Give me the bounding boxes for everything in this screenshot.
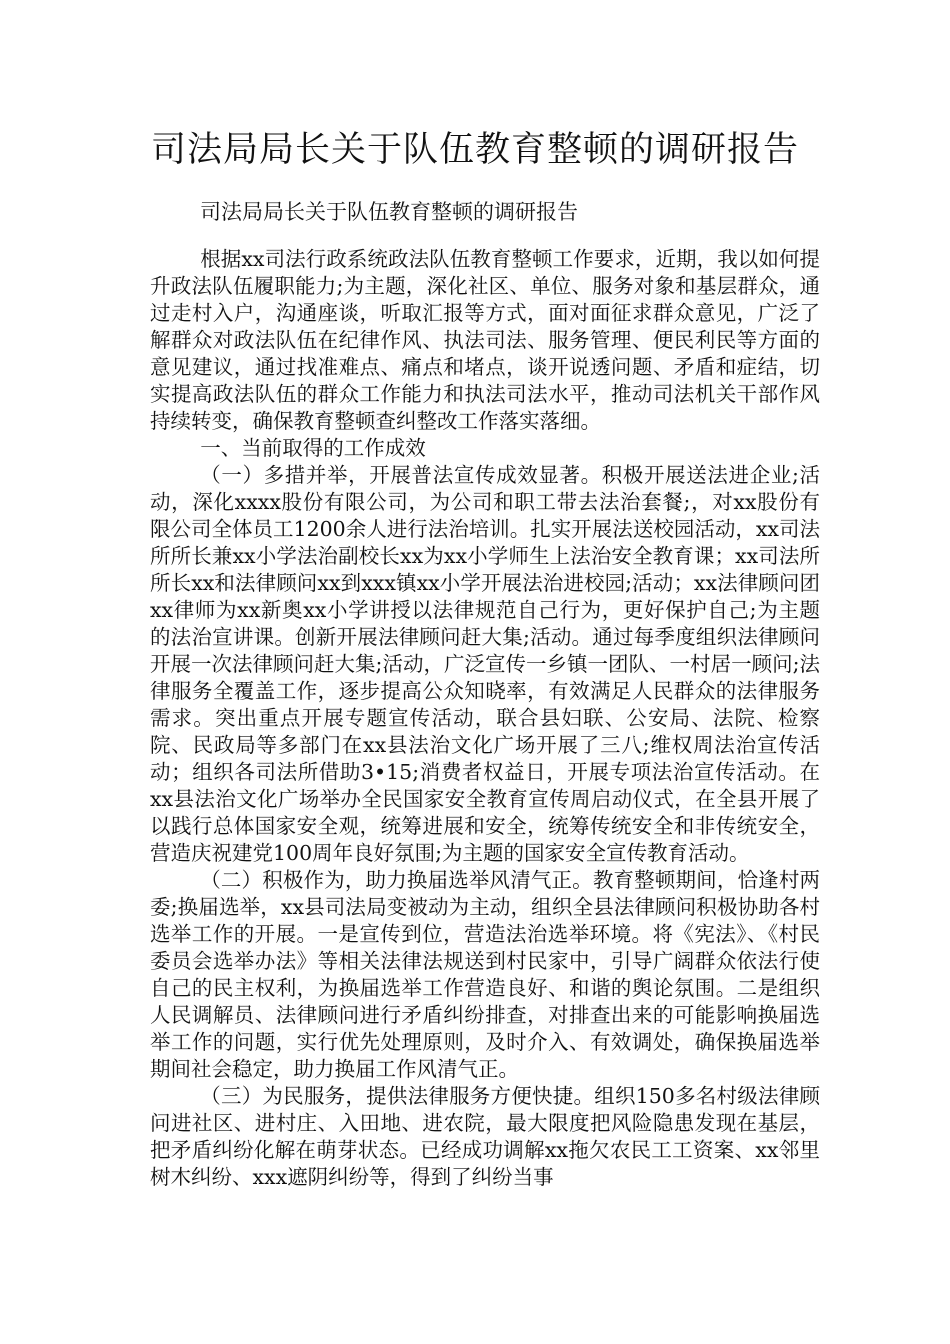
section-heading: 一、当前取得的工作成效 xyxy=(200,436,426,460)
document-body xyxy=(150,246,820,1191)
paragraph-item-3: （三）为民服务，提供法律服务方便快捷。组织150多名村级法律顾问进社区、进村庄、入田地、进农院，最大限度把风险隐患发现在基层，把矛盾纠纷化解在萌芽状态。已经成功调解xx拖欠农民工工资案、xx邻里树木纠纷、xxx遮阴纠纷等，得到了纠纷当事 xyxy=(150,1084,820,1189)
paragraph-item-2: （二）积极作为，助力换届选举风清气正。教育整顿期间，恰逢村两委;换届选举，xx县司法局变被动为主动，组织全县法律顾问积极协助各村选举工作的开展。一是宣传到位，营造法治选举环境。将《宪法》、《村民委员会选举办法》等相关法律法规送到村民家中，引导广阔群众依法行使自己的民主权利，为换届选举工作营造良好、和谐的舆论氛围。二是组织人民调解员、法律顾问进行矛盾纠纷排查，对排查出来的可能影响换届选举工作的问题，实行优先处理原则，及时介入、有效调处，确保换届选举期间社会稳定，助力换届工作风清气正。 xyxy=(150,868,820,1081)
document-subtitle: 司法局局长关于队伍教育整顿的调研报告 xyxy=(200,200,578,224)
document-title: 司法局局长关于队伍教育整顿的调研报告 xyxy=(150,130,799,170)
paragraph-item-1: （一）多措并举，开展普法宣传成效显著。积极开展送法进企业;活动，深化xxxx股份有限公司，为公司和职工带去法治套餐;，对xx股份有限公司全体员工1200余人进行法治培训。扎实开展法送校园活动，xx司法所所长兼xx小学法治副校长xx为xx小学师生上法治安全教育课；xx司法所所长xx和法律顾问xx到xxx镇xx小学开展法治进校园;活动；xx法律顾问团xx律师为xx新奥xx小学讲授以法律规范自己行为，更好保护自己;为主题的法治宣讲课。创新开展法律顾问赶大集;活动。通过每季度组织法律顾问开展一次法律顾问赶大集;活动，广泛宣传一乡镇一团队、一村居一顾问;法律服务全覆盖工作，逐步提高公众知晓率，有效满足人民群众的法律服务需求。突出重点开展专题宣传活动，联合县妇联、公安局、法院、检察院、民政局等多部门在xx县法治文化广场开展了三八;维权周法治宣传活动；组织各司法所借助3•15;消费者权益日，开展专项法治宣传活动。在xx县法治文化广场举办全民国家安全教育宣传周启动仪式，在全县开展了以践行总体国家安全观，统筹进展和安全，统筹传统安全和非传统安全，营造庆祝建党100周年良好氛围;为主题的国家安全宣传教育活动。 xyxy=(150,463,820,865)
paragraph-intro: 根据xx司法行政系统政法队伍教育整顿工作要求，近期，我以如何提升政法队伍履职能力;为主题，深化社区、单位、服务对象和基层群众，通过走村入户，沟通座谈，听取汇报等方式，面对面征求群众意见，广泛了解群众对政法队伍在纪律作风、执法司法、服务管理、便民利民等方面的意见建议，通过找准难点、痛点和堵点，谈开说透问题、矛盾和症结，切实提高政法队伍的群众工作能力和执法司法水平，推动司法机关干部作风持续转变，确保教育整顿查纠整改工作落实落细。 xyxy=(150,247,820,433)
